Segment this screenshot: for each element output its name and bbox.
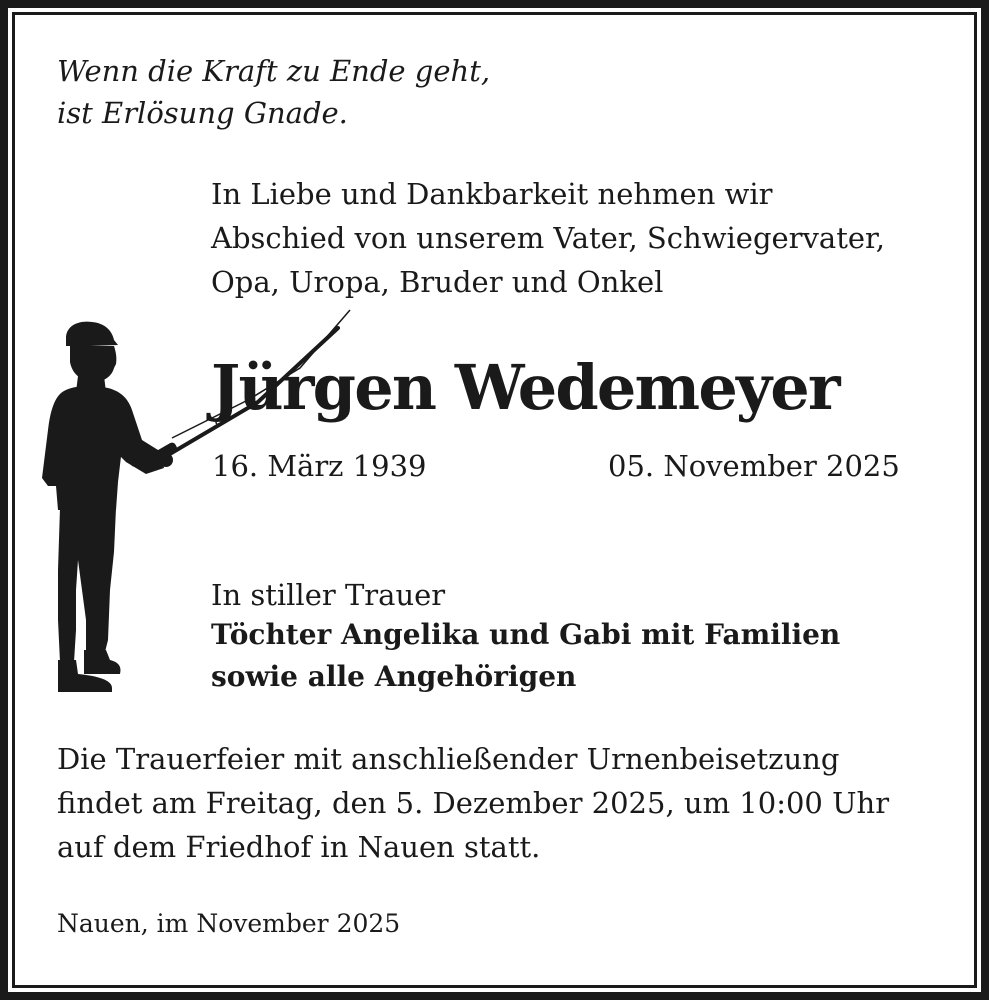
intro-text (211, 172, 885, 304)
funeral-line-1: Die Trauerfeier mit anschließender Urnenbeisetzung (57, 742, 840, 776)
place-and-date: Nauen, im November 2025 (57, 909, 401, 938)
funeral-line-3: auf dem Friedhof in Nauen statt. (57, 830, 541, 864)
intro-line-1: In Liebe und Dankbarkeit nehmen wir (211, 177, 773, 211)
motto-line-2: ist Erlösung Gnade. (57, 96, 348, 130)
intro-line-3: Opa, Uropa, Bruder und Onkel (211, 265, 664, 299)
funeral-info (57, 737, 889, 869)
intro-line-2: Abschied von unserem Vater, Schwiegervater, (211, 221, 885, 255)
mourners-line-1: Töchter Angelika und Gabi mit Familien (211, 618, 841, 651)
date-of-birth: 16. März 1939 (212, 449, 427, 483)
motto (57, 50, 490, 134)
deceased-name: Jürgen Wedemeyer (211, 351, 839, 424)
funeral-line-2: findet am Freitag, den 5. Dezember 2025, um 10:00 Uhr (57, 786, 890, 820)
mourners-list (211, 614, 840, 698)
mourning-intro: In stiller Trauer (211, 578, 446, 612)
motto-line-1: Wenn die Kraft zu Ende geht, (57, 54, 491, 88)
date-of-death: 05. November 2025 (608, 449, 900, 483)
mourners-line-2: sowie alle Angehörigen (211, 660, 577, 693)
